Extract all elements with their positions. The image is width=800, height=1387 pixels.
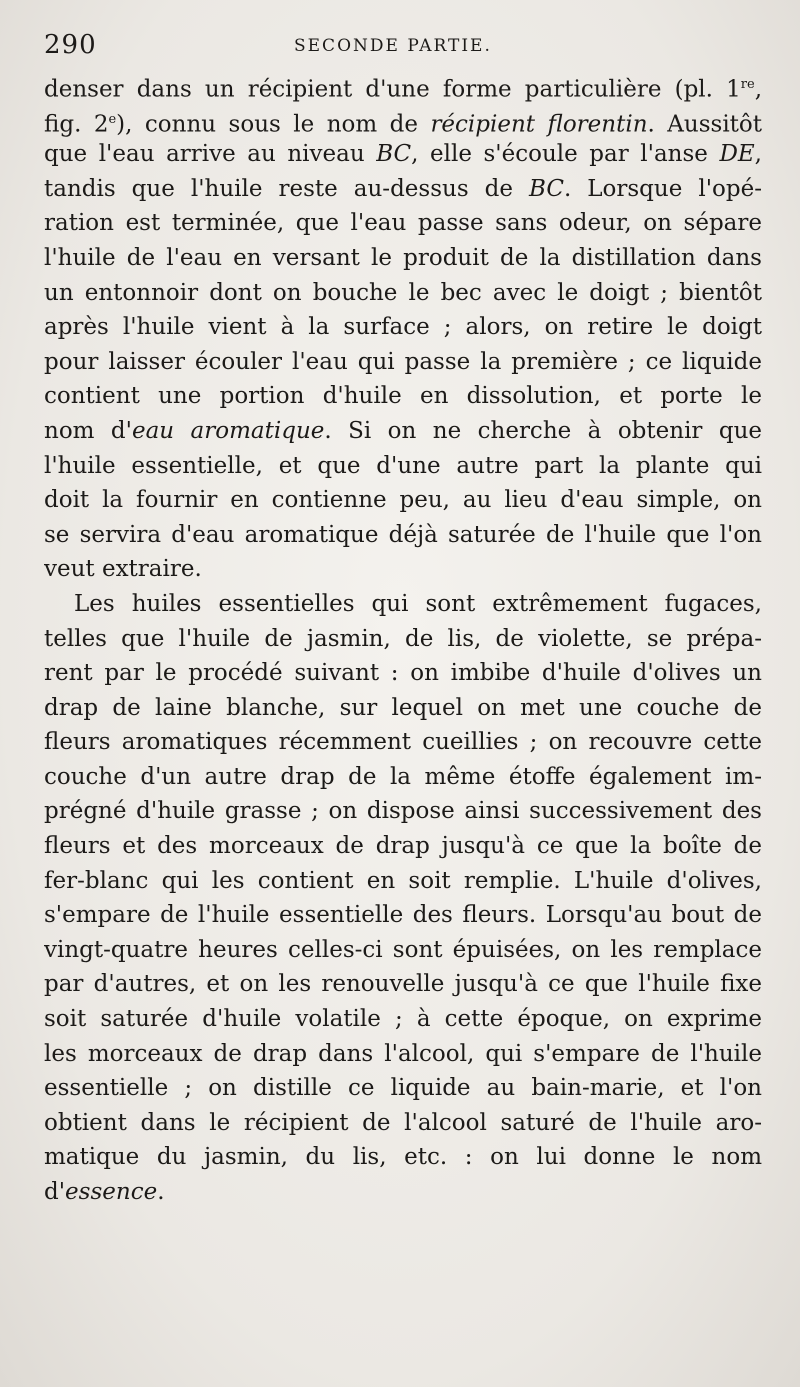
text-line: veut extraire. bbox=[44, 556, 202, 583]
text-line: fig. 2e), connu sous le nom de récipient florentin. Aussitôt bbox=[44, 111, 762, 138]
text-line: matique du jasmin, du lis, etc. : on lui donne le nom bbox=[44, 1144, 762, 1171]
text-line: l'huile de l'eau en versant le produit de la distillation dans bbox=[44, 244, 762, 271]
text-line: couche d'un autre drap de la même étoffe également im- bbox=[44, 763, 762, 790]
text-line: par d'autres, et on les renouvelle jusqu'à ce que l'huile fixe bbox=[44, 971, 762, 998]
text-line: drap de laine blanche, sur lequel on met une couche de bbox=[44, 694, 762, 721]
text-line: tandis que l'huile reste au-dessus de BC. Lorsque l'opé- bbox=[44, 175, 762, 202]
text-line: fleurs et des morceaux de drap jusqu'à ce que la boîte de bbox=[44, 833, 762, 860]
page-number: 290 bbox=[44, 30, 97, 60]
running-head: SECONDE PARTIE. bbox=[294, 36, 492, 56]
text-line: vingt-quatre heures celles-ci sont épuisées, on les remplace bbox=[44, 936, 762, 963]
text-line: ration est terminée, que l'eau passe sans odeur, on sépare bbox=[44, 210, 762, 237]
text-line: obtient dans le récipient de l'alcool saturé de l'huile aro- bbox=[44, 1109, 762, 1136]
text-line: contient une portion d'huile en dissolution, et porte le bbox=[44, 383, 762, 410]
text-line: d'essence. bbox=[44, 1179, 165, 1205]
text-line: rent par le procédé suivant : on imbibe d'huile d'olives un bbox=[44, 660, 762, 687]
text-line: doit la fournir en contienne peu, au lieu d'eau simple, on bbox=[44, 487, 762, 514]
text-line: soit saturée d'huile volatile ; à cette époque, on exprime bbox=[44, 1006, 762, 1033]
text-line: denser dans un récipient d'une forme particulière (pl. 1re, bbox=[44, 76, 762, 103]
text-line: prégné d'huile grasse ; on dispose ainsi successivement des bbox=[44, 798, 762, 825]
body-text bbox=[44, 68, 762, 1210]
text-line: Les huiles essentielles qui sont extrêmement fugaces, bbox=[74, 590, 762, 617]
text-line: fer-blanc qui les contient en soit remplie. L'huile d'olives, bbox=[44, 867, 762, 894]
page-header bbox=[44, 30, 764, 60]
text-line: pour laisser écouler l'eau qui passe la première ; ce liquide bbox=[44, 348, 762, 375]
text-line: s'empare de l'huile essentielle des fleurs. Lorsqu'au bout de bbox=[44, 902, 762, 929]
text-line: un entonnoir dont on bouche le bec avec le doigt ; bientôt bbox=[44, 279, 762, 306]
text-line: essentielle ; on distille ce liquide au bain-marie, et l'on bbox=[44, 1075, 762, 1102]
text-line: après l'huile vient à la surface ; alors, on retire le doigt bbox=[44, 314, 762, 341]
text-line: nom d'eau aromatique. Si on ne cherche à obtenir que bbox=[44, 417, 762, 444]
text-line: les morceaux de drap dans l'alcool, qui s'empare de l'huile bbox=[44, 1040, 762, 1067]
text-line: se servira d'eau aromatique déjà saturée de l'huile que l'on bbox=[44, 521, 762, 548]
text-line: fleurs aromatiques récemment cueillies ; on recouvre cette bbox=[44, 729, 762, 756]
text-line: l'huile essentielle, et que d'une autre part la plante qui bbox=[44, 452, 762, 479]
text-line: telles que l'huile de jasmin, de lis, de violette, se prépa- bbox=[44, 625, 762, 652]
text-line: que l'eau arrive au niveau BC, elle s'écoule par l'anse DE, bbox=[44, 141, 762, 168]
